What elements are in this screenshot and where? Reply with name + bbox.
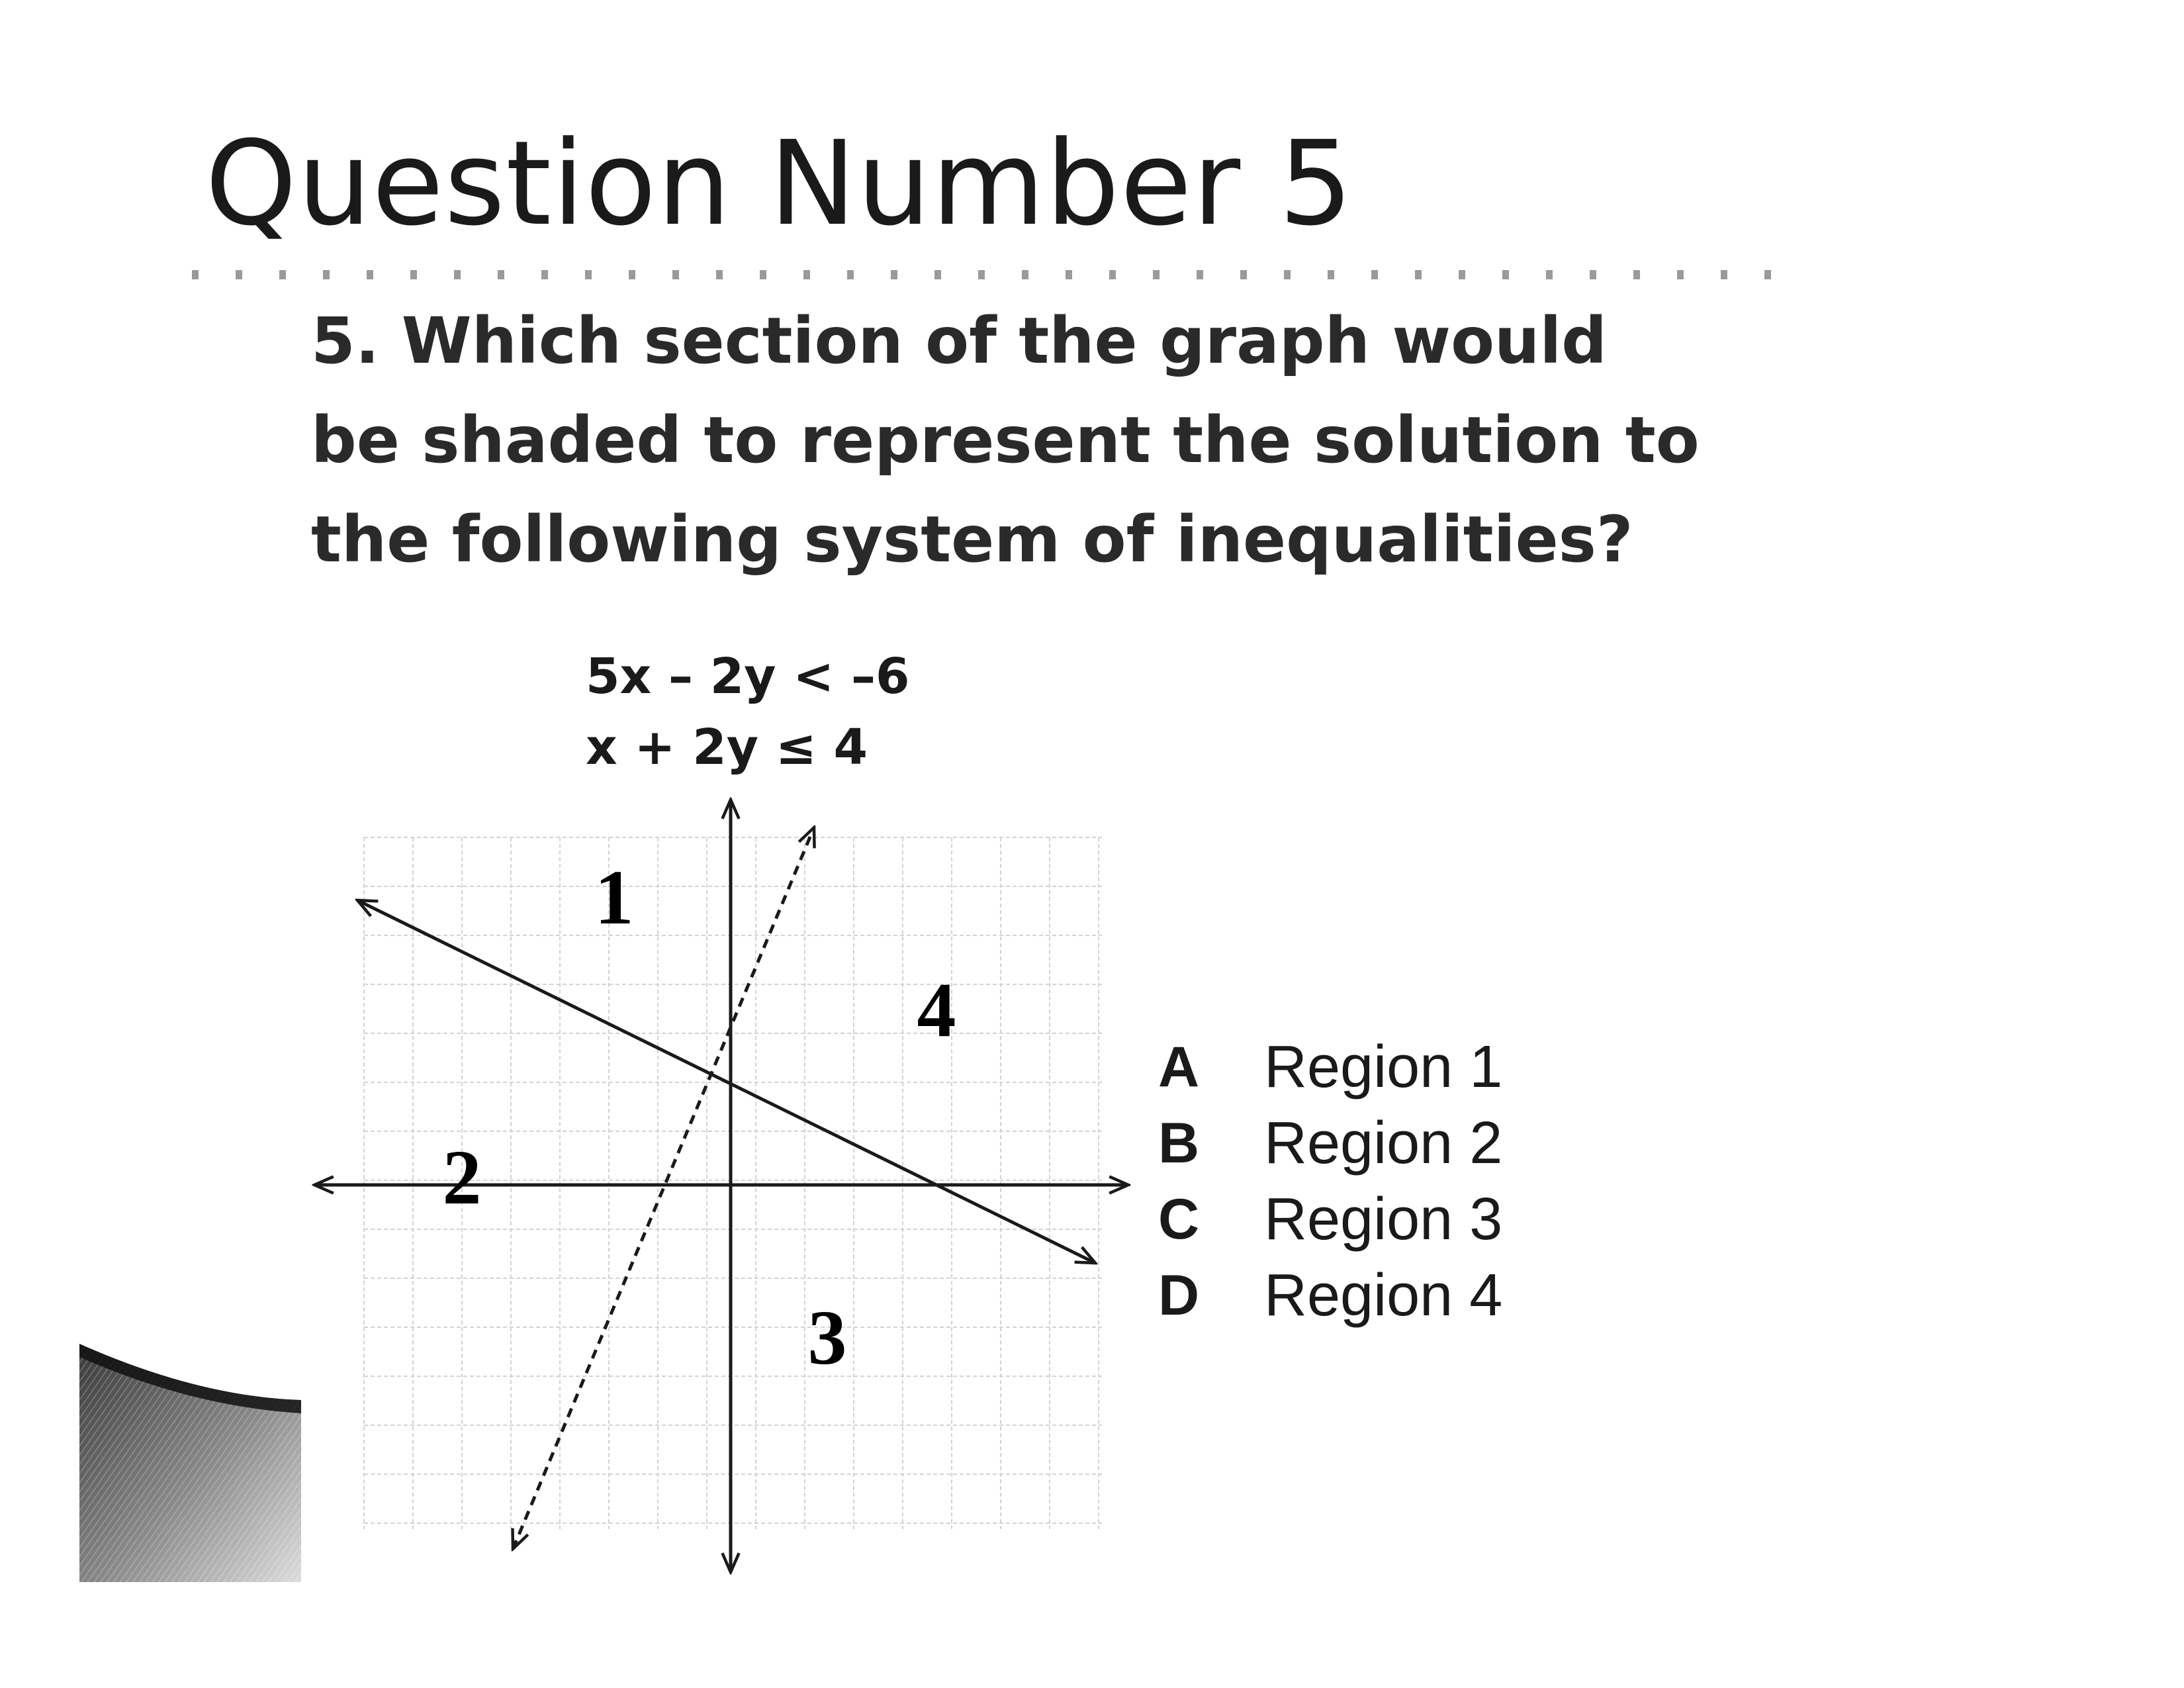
- choice-text: Region 4: [1264, 1262, 1503, 1329]
- choice-a[interactable]: [1158, 1029, 1502, 1105]
- inequality-1: 5x – 2y < –6: [586, 648, 910, 705]
- region-label-3: 3: [807, 1294, 847, 1381]
- region-label-2: 2: [442, 1134, 482, 1221]
- choice-text: Region 1: [1264, 1034, 1503, 1100]
- choice-c[interactable]: [1158, 1182, 1502, 1258]
- dotted-divider: [192, 265, 1807, 285]
- region-label-1: 1: [594, 854, 634, 941]
- region-label-4: 4: [917, 966, 956, 1053]
- answer-choices: [1158, 1029, 1502, 1334]
- choice-d[interactable]: [1158, 1258, 1502, 1334]
- slide-title: Question Number 5: [205, 116, 1354, 252]
- choice-text: Region 2: [1264, 1110, 1503, 1176]
- choice-letter: B: [1158, 1111, 1200, 1175]
- choice-letter: D: [1158, 1264, 1200, 1327]
- question-text: 5. Which section of the graph would be shaded to represent the solution to the following system of inequalities?: [311, 304, 1700, 577]
- choice-letter: C: [1158, 1188, 1200, 1251]
- choice-text: Region 3: [1264, 1186, 1503, 1252]
- decorative-corner-shape: [79, 1344, 301, 1582]
- choice-b[interactable]: [1158, 1105, 1502, 1182]
- inequality-2: x + 2y ≤ 4: [586, 719, 868, 776]
- coordinate-graph: [291, 781, 1152, 1575]
- choice-letter: A: [1158, 1035, 1200, 1099]
